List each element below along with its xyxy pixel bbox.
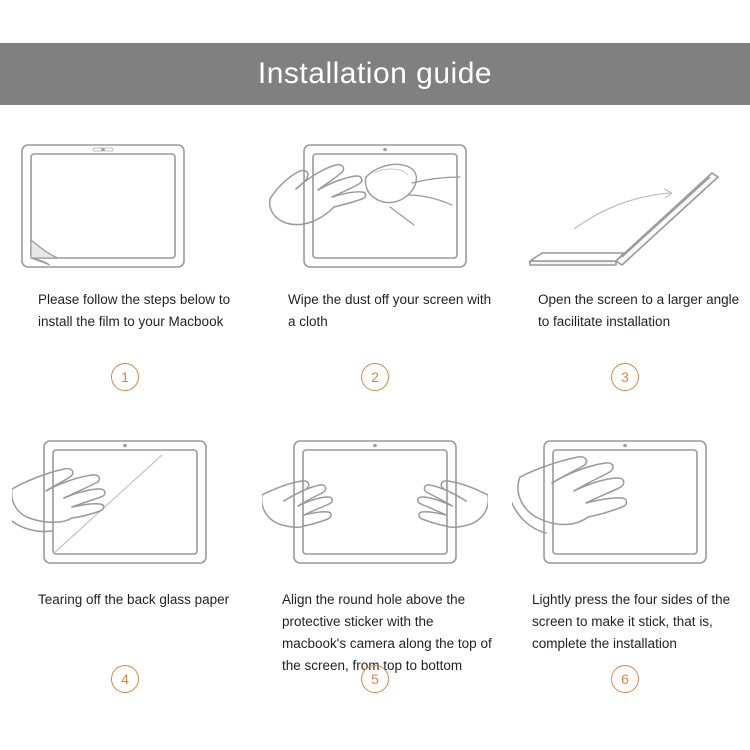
step-number-badge: 6 [611,665,639,693]
page-title: Installation guide [257,57,493,90]
step-card-3 [500,105,750,405]
step-number-badge: 3 [611,363,639,391]
step-2-illustration [262,137,488,277]
step-card-5 [250,405,500,705]
step-1-caption: Please follow the steps below to install the film to your Macbook [38,292,231,329]
step-4-caption: Tearing off the back glass paper [38,592,230,607]
step-5-illustration [262,437,488,577]
step-4-number-wrap [0,665,250,693]
step-number-badge: 1 [111,363,139,391]
step-3-number-wrap [500,363,750,391]
step-number-badge: 4 [111,665,139,693]
step-5-number-wrap [250,665,500,693]
step-4-illustration [12,437,238,577]
step-3-caption: Open the screen to a larger angle to facilitate installation [538,292,740,329]
step-1-number-wrap [0,363,250,391]
step-6-number-wrap [500,665,750,693]
step-card-4 [0,405,250,705]
step-2-number-wrap [250,363,500,391]
header-banner [0,43,750,105]
step-3-illustration [512,137,738,277]
step-1-illustration [12,137,238,277]
step-card-6 [500,405,750,705]
step-6-caption: Lightly press the four sides of the screen to make it stick, that is, complete the installation [532,592,731,651]
step-card-1 [0,105,250,405]
step-card-2 [250,105,500,405]
step-5-caption: Align the round hole above the protective sticker with the macbook's camera along the top of the screen, from top to bottom [282,592,492,673]
step-number-badge: 5 [361,665,389,693]
step-6-illustration [512,437,738,577]
step-number-badge: 2 [361,363,389,391]
step-2-caption: Wipe the dust off your screen with a cloth [288,292,492,329]
steps-grid [0,105,750,750]
